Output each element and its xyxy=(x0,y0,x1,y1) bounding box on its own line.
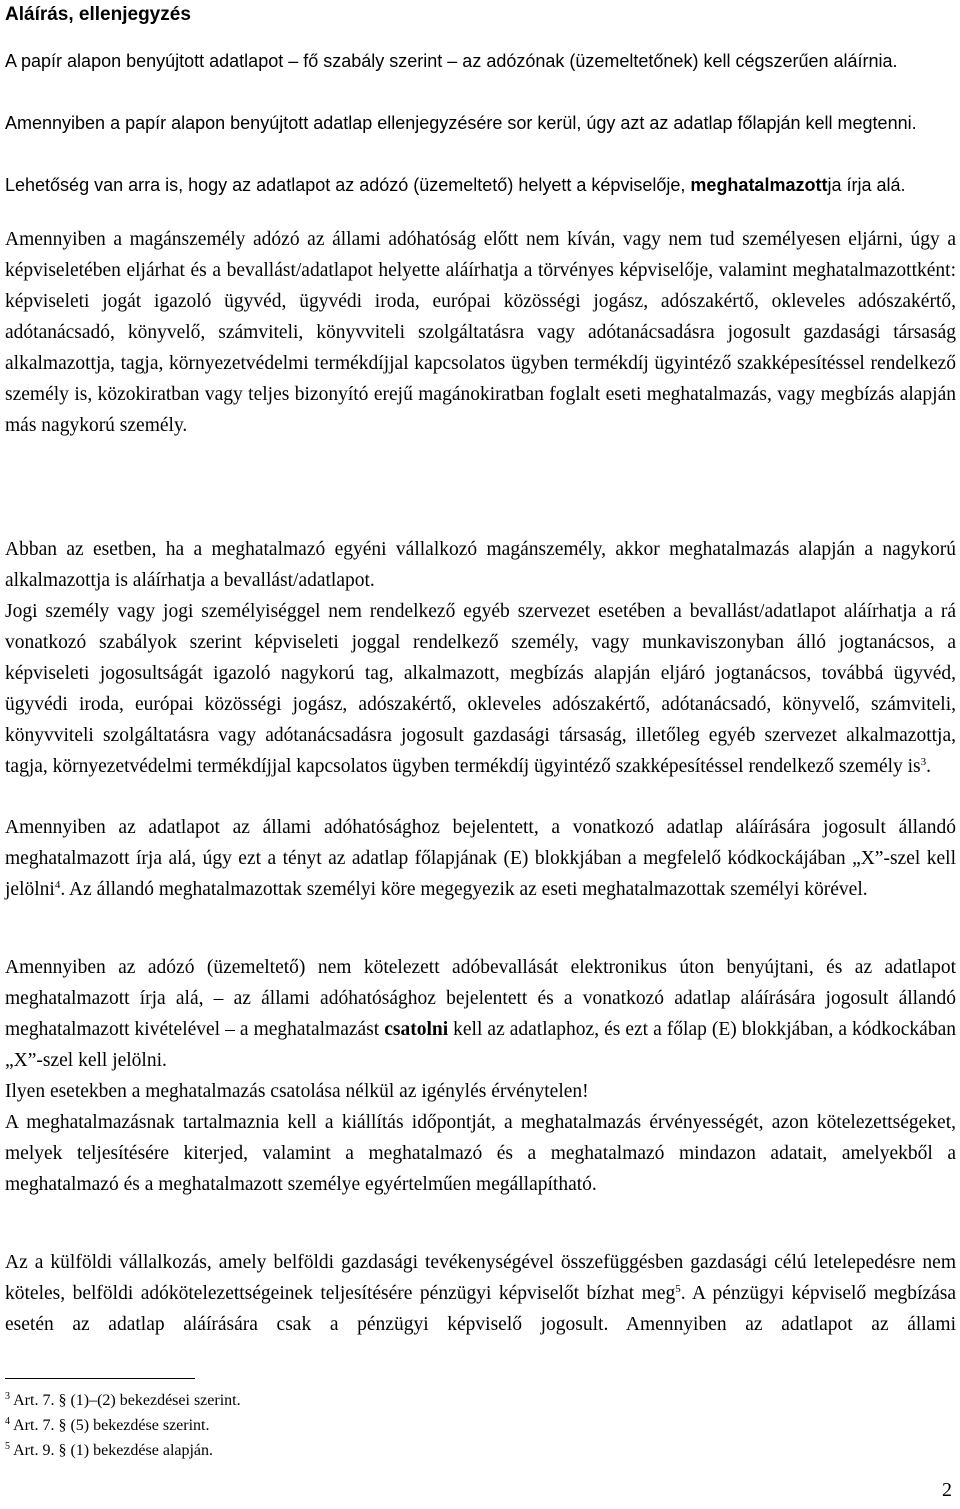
footnote-text: Art. 9. § (1) bekezdése alapján. xyxy=(10,1442,214,1459)
footnotes xyxy=(5,1388,705,1463)
p3-text-before: Lehetőség van arra is, hogy az adatlapot az adózó (üzemeltető) helyett a képviselője, xyxy=(5,175,691,195)
p8-text-before: Amennyiben az adózó (üzemeltető) nem kötelezett adóbevallását elektronikus úton benyújtani, és az adatlapot meghatalmazott írja alá, – az állami adóhatósághoz bejelentett és a vonatkozó adatlap aláírására jogosult állandó meghatalmazott kivételével – a meghatalmazást xyxy=(5,957,956,1040)
footnote-text: Art. 7. § (5) bekezdése szerint. xyxy=(10,1417,210,1434)
footnote-separator xyxy=(5,1378,195,1379)
footnote-5 xyxy=(5,1438,705,1463)
p8-bold-term: csatolni xyxy=(384,1019,449,1040)
p6-text: Jogi személy vagy jogi személyiséggel nem rendelkező egyéb szervezet esetében a bevallást/adatlapot aláírhatja a rá vonatkozó szabályok szerint képviseleti joggal rendelkező személy, vagy munkaviszonyban álló jogtanácsos, a képviseleti jogosultságát igazoló nagykorú tag, alkalmazott, megbízás alapján eljáró jogtanácsos, továbbá ügyvéd, ügyvédi iroda, európai közösségi jogász, adószakértő, okleveles adószakértő, adótanácsadó, könyvelő, számviteli, könyvviteli szolgáltatásra vagy adótanácsadásra jogosult gazdasági társaság, illetőleg egyéb szervezet alkalmazottja, tagja, környezetvédelmi termékdíjjal kapcsolatos ügyben termékdíj ügyintéző szakképesítéssel rendelkező személy is xyxy=(5,601,956,777)
p7-text-2: . Az állandó meghatalmazottak személyi köre megegyezik az eseti meghatalmazottak személyi körével. xyxy=(60,879,868,900)
p11-text-2: . A pénzügyi képviselő megbízása esetén az adatlap aláírására csak a pénzügyi képviselő jogosult. Amennyiben az adatlapot az állami xyxy=(5,1283,957,1335)
footnote-ref-3: 3 xyxy=(920,756,927,768)
p3-text-after: ja írja alá. xyxy=(827,175,906,195)
page-number: 2 xyxy=(942,1479,952,1501)
footnote-ref-4: 4 xyxy=(54,879,61,891)
paragraph-representative xyxy=(5,170,956,201)
footnote-text: Art. 7. § (1)–(2) bekezdései szerint. xyxy=(10,1392,241,1409)
paragraph-signature-rule: A papír alapon benyújtott adatlapot – fő szabály szerint – az adózónak (üzemeltetőnek) kell cégszerűen aláírnia. xyxy=(5,51,898,71)
p7-text-1: Amennyiben az adatlapot az állami adóhatósághoz bejelentett, a vonatkozó adatlap aláírására jogosult állandó meghatalmazott írja alá, úgy ezt a tényt az adatlap főlapjának (E) blokkjában a megfelelő kódkockájában „X”-szel kell jelölni xyxy=(5,817,956,900)
footnote-3 xyxy=(5,1388,705,1413)
footnote-number: 3 xyxy=(5,1391,10,1402)
paragraph-countersignature: Amennyiben a papír alapon benyújtott adatlap ellenjegyzésére sor kerül, úgy azt az adatlap főlapján kell megtenni. xyxy=(5,113,917,133)
paragraph-invalid-warning: Ilyen esetekben a meghatalmazás csatolása nélkül az igénylés érvénytelen! xyxy=(5,1081,589,1102)
section-title: Aláírás, ellenjegyzés xyxy=(5,4,191,25)
p11-text-1: Az a külföldi vállalkozás, amely belföldi gazdasági tevékenységével összefüggésben gazdasági célú letelepedésre nem köteles, belföldi adókötelezettségeinek teljesítésére pénzügyi képviselőt bízhat meg xyxy=(5,1252,956,1304)
footnote-number: 5 xyxy=(5,1441,10,1452)
paragraph-foreign-enterprise xyxy=(5,1247,956,1340)
footnote-4 xyxy=(5,1413,705,1438)
footnote-ref-5: 5 xyxy=(675,1283,681,1295)
paragraph-authorization-content: A meghatalmazásnak tartalmaznia kell a kiállítás időpontját, a meghatalmazás érvényességét, azon kötelezettségeket, melyek teljesítésére kiterjed, valamint a meghatalmazó és a meghatalmazó mindazon adatait, amelyekből a meghatalmazó és a meghatalmazott személye egyértelműen megállapítható. xyxy=(5,1112,956,1195)
paragraph-private-person: Amennyiben a magánszemély adózó az állami adóhatóság előtt nem kíván, vagy nem tud személyesen eljárni, úgy a képviseletében eljárhat és a bevallást/adatlapot helyette aláírhatja a törvényes képviselője, valamint meghatalmazottként: képviseleti jogát igazoló ügyvéd, ügyvédi iroda, európai közösségi jogász, adószakértő, okleveles adószakértő, adótanácsadó, könyvelő, számviteli, könyvviteli szolgáltatásra vagy adótanácsadásra jogosult gazdasági társaság alkalmazottja, tagja, környezetvédelmi termékdíjjal kapcsolatos ügyben termékdíj ügyintéző szakképesítéssel rendelkező személy is, közokiratban vagy teljes bizonyító erejű magánokiratban foglalt eseti meghatalmazás, vagy megbízás alapján más nagykorú személy. xyxy=(5,229,956,436)
p3-bold-term: meghatalmazott xyxy=(690,175,828,195)
paragraph-attach-authorization xyxy=(5,952,956,1076)
footnote-number: 4 xyxy=(5,1416,10,1427)
p8-text-after: kell az adatlaphoz, és ezt a főlap (E) blokkjában, a kódkockában „X”-szel kell jelölni. xyxy=(5,1019,956,1071)
p6-end: . xyxy=(926,756,932,777)
paragraph-sole-trader: Abban az esetben, ha a meghatalmazó egyéni vállalkozó magánszemély, akkor meghatalmazás alapján a nagykorú alkalmazottja is aláírhatja a bevallást/adatlapot. xyxy=(5,539,956,591)
paragraph-permanent-proxy xyxy=(5,812,956,905)
paragraph-legal-entity xyxy=(5,596,956,782)
